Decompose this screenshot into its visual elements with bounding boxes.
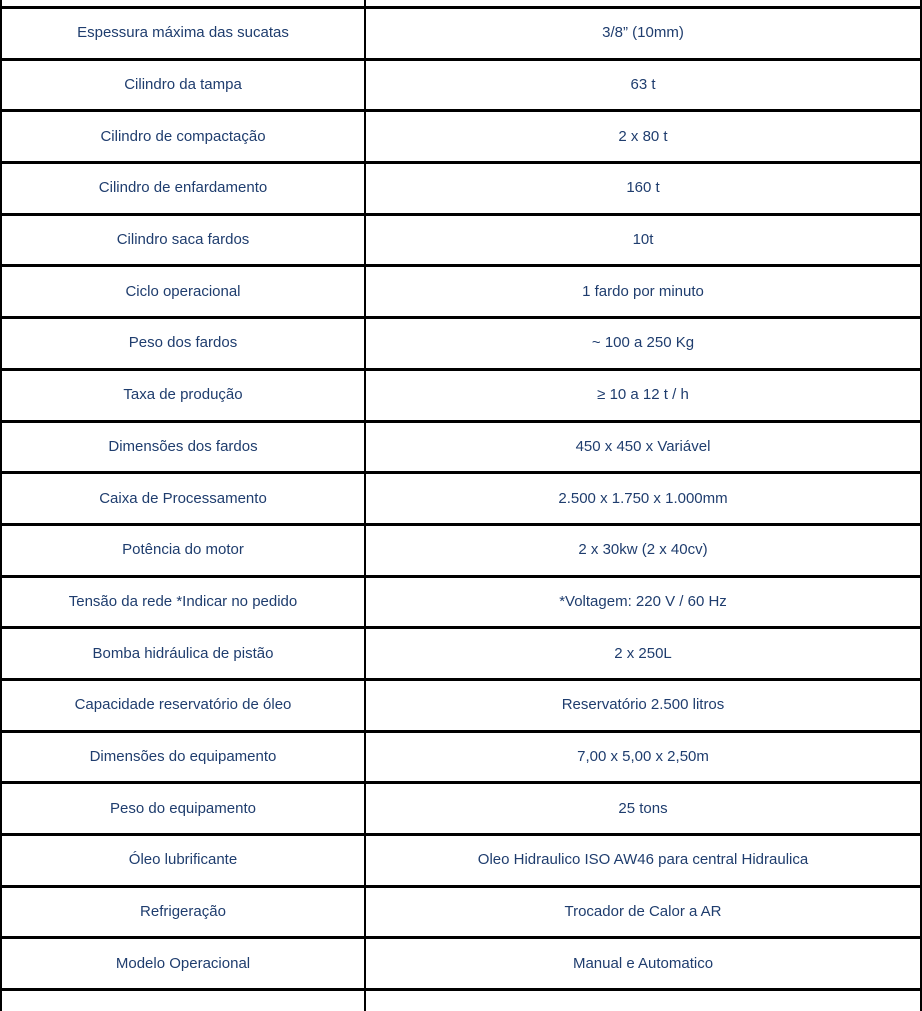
spec-label-cell: Cilindro saca fardos — [2, 216, 366, 265]
table-row — [2, 319, 920, 371]
table-row — [2, 733, 920, 785]
table-row — [2, 267, 920, 319]
spec-label-cell: Dimensões do equipamento — [2, 733, 366, 782]
spec-label-cell: Cilindro de enfardamento — [2, 164, 366, 213]
spec-label-cell: Dimensões dos fardos — [2, 423, 366, 472]
table-row — [2, 681, 920, 733]
spec-value-cell: 2.500 x 1.750 x 1.000mm — [558, 489, 728, 507]
table-row — [2, 112, 920, 164]
spec-value-cell: 25 tons — [618, 799, 668, 817]
spec-label-cell: Bomba hidráulica de pistão — [2, 629, 366, 678]
spec-value-cell: 3/8” (10mm) — [602, 24, 684, 42]
spec-label-cell: Tensão da rede *Indicar no pedido — [2, 578, 366, 627]
spec-label-cell: Modelo Operacional — [2, 939, 366, 988]
table-row — [2, 61, 920, 113]
spec-value-cell: Reservatório 2.500 litros — [561, 696, 725, 714]
spec-label-cell: Óleo lubrificante — [2, 836, 366, 885]
table-row — [2, 474, 920, 526]
spec-label-cell: Refrigeração — [2, 888, 366, 937]
spec-label-cell: Peso dos fardos — [2, 319, 366, 368]
spec-label-cell — [2, 991, 366, 1011]
table-row — [2, 526, 920, 578]
spec-value-cell: 2 x 30kw (2 x 40cv) — [578, 541, 708, 559]
spec-value-cell: Manual e Automatico — [572, 954, 714, 972]
table-row-partial-top — [2, 0, 920, 9]
table-row — [2, 939, 920, 991]
spec-label-cell: Caixa de Processamento — [2, 474, 366, 523]
spec-label-cell — [2, 0, 366, 6]
spec-label-cell: Ciclo operacional — [2, 267, 366, 316]
spec-value-cell: Oleo Hidraulico ISO AW46 para central Hidraulica — [477, 851, 809, 869]
spec-value-cell: ≥ 10 a 12 t / h — [597, 386, 689, 404]
table-row — [2, 578, 920, 630]
spec-label-cell: Cilindro de compactação — [2, 112, 366, 161]
table-row — [2, 164, 920, 216]
spec-value-cell — [366, 0, 920, 6]
spec-label-cell: Capacidade reservatório de óleo — [2, 681, 366, 730]
spec-value-cell: *Voltagem: 220 V / 60 Hz — [559, 592, 727, 610]
spec-value-cell: 7,00 x 5,00 x 2,50m — [577, 747, 709, 765]
spec-value-cell: Trocador de Calor a AR — [564, 903, 722, 921]
spec-value-cell: 1 fardo por minuto — [582, 282, 704, 300]
spec-value-cell: ~ 100 a 250 Kg — [591, 334, 695, 352]
spec-value-cell — [366, 991, 920, 1011]
table-row — [2, 9, 920, 61]
spec-value-cell: 10t — [632, 231, 654, 249]
table-row — [2, 784, 920, 836]
table-row — [2, 216, 920, 268]
spec-label-cell: Peso do equipamento — [2, 784, 366, 833]
spec-label-cell: Taxa de produção — [2, 371, 366, 420]
spec-label-cell: Cilindro da tampa — [2, 61, 366, 110]
table-row-partial-bottom — [2, 991, 920, 1011]
spec-label-cell: Potência do motor — [2, 526, 366, 575]
spec-value-cell: 160 t — [626, 179, 660, 197]
spec-label-cell: Espessura máxima das sucatas — [2, 9, 366, 58]
spec-value-cell: 450 x 450 x Variável — [575, 437, 711, 455]
table-row — [2, 888, 920, 940]
spec-value-cell: 2 x 250L — [614, 644, 672, 662]
table-row — [2, 629, 920, 681]
spec-value-cell: 2 x 80 t — [618, 127, 668, 145]
table-row — [2, 423, 920, 475]
table-row — [2, 836, 920, 888]
table-row — [2, 371, 920, 423]
spec-value-cell: 63 t — [630, 76, 656, 94]
